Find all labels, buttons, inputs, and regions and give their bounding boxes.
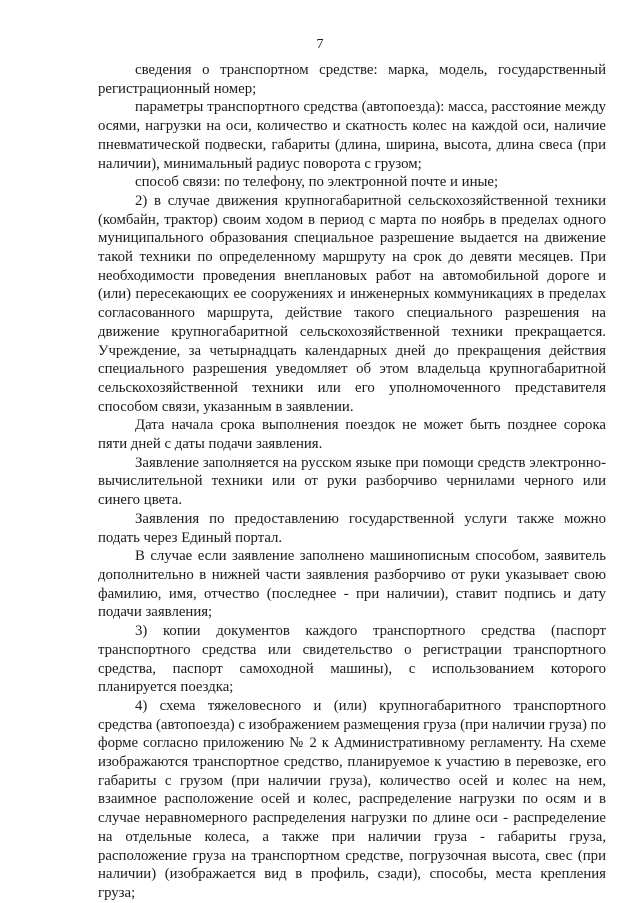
paragraph-contact-method: способ связи: по телефону, по электронной почте и иные; — [135, 174, 499, 191]
paragraph-vehicle-scheme: 4) схема тяжеловесного и (или) крупногабаритного транспортного средства (автопоезда) с изображением размещения груза (при наличии груза) по форме согласно приложению № 2 к Административному регламенту. На схеме изображаются транспортное средство, планируемое к участию в перевозке, его габариты с грузом (при наличии груза), количество осей и колес на нем, взаимное расположение осей и колес, распределение нагрузки по осям и в случае неравномерного распределения нагрузки по длине оси - распределение на отдельные колеса, а также при наличии груза - габариты груза, расположение груза на транспортном средстве, погрузочная высота, свес (при наличии) (изображается вид в профиль, сзади), способы, места крепления груза; — [98, 697, 606, 901]
paragraph-vehicle-info: сведения о транспортном средстве: марка, модель, государственный регистрационный номер; — [98, 62, 606, 97]
paragraph-vehicle-parameters: параметры транспортного средства (автопоезда): масса, расстояние между осями, нагрузки на оси, количество и скатность колес на каждой оси, наличие пневматической подвески, габариты (длина, ширина, высота, длина свеса (при наличии), минимальный радиус поворота с грузом; — [98, 99, 606, 172]
page-number: 7 — [316, 37, 324, 52]
paragraph-unified-portal: Заявления по предоставлению государственной услуги также можно подать через Единый портал. — [98, 510, 606, 546]
paragraph-agricultural-machinery: 2) в случае движения крупногабаритной сельскохозяйственной техники (комбайн, трактор) своим ходом в период с марта по ноябрь в пределах одного муниципального образования специальное разрешение выдается на движение такой техники по определенному маршруту на срок до девяти месяцев. При необходимости проведения внеплановых работ на автомобильной дороге и (или) пересекающих ее сооружениях и инженерных коммуникациях в пределах согласованного маршрута, действие такого специального разрешения на движение крупногабаритной сельскохозяйственной техники прекращается. Учреждение, за четырнадцать календарных дней до прекращения действия специального разрешения уведомляет об этом владельца крупногабаритной сельскохозяйственной техники или его уполномоченного представителя способом связи, указанным в заявлении. — [98, 192, 606, 415]
paragraph-trip-start-date: Дата начала срока выполнения поездок не может быть позднее сорока пяти дней с даты подачи заявления. — [98, 417, 606, 453]
paragraph-typewritten-application: В случае если заявление заполнено машинописным способом, заявитель дополнительно в нижней части заявления разборчиво от руки указывает свою фамилию, имя, отчество (последнее - при наличии), ставит подпись и дату подачи заявления; — [98, 548, 606, 621]
paragraph-application-language: Заявление заполняется на русском языке при помощи средств электронно-вычислительной техники или от руки разборчиво чернилами черного или синего цвета. — [98, 454, 606, 509]
document-body — [98, 61, 606, 903]
paragraph-document-copies: 3) копии документов каждого транспортного средства (паспорт транспортного средства или свидетельство о регистрации транспортного средства, паспорт самоходной машины), с использованием которого планируется поездка; — [98, 623, 606, 696]
